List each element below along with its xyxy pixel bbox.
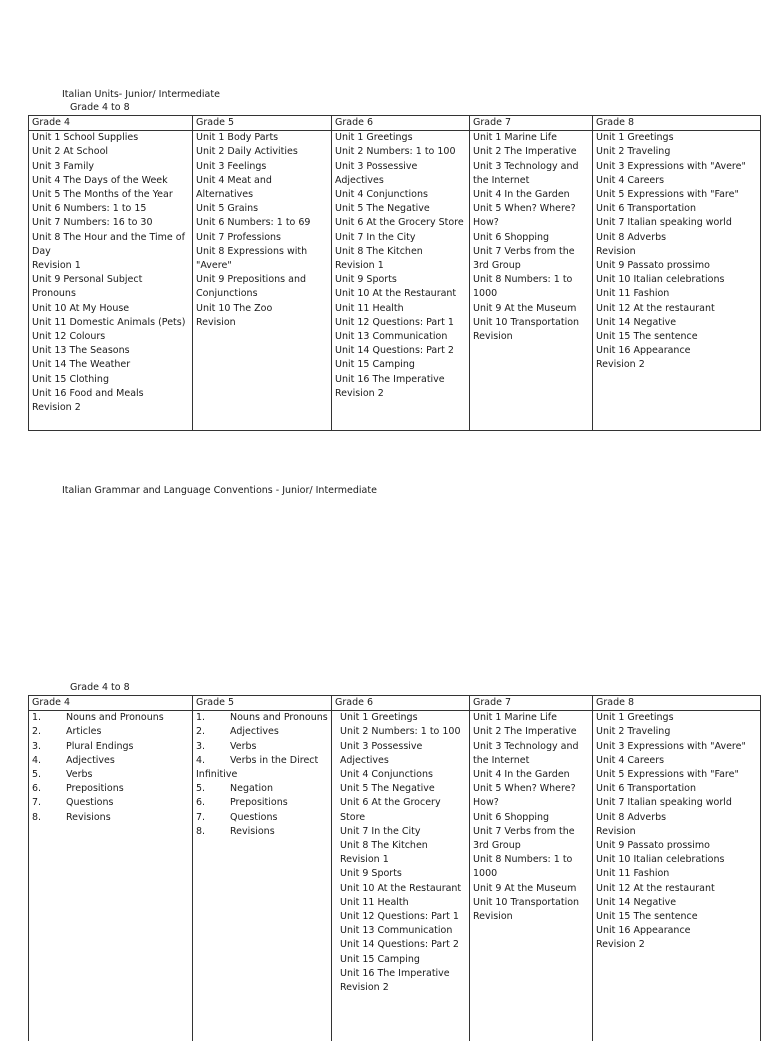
unit-item: Unit 2 The Imperative (473, 726, 577, 738)
unit-item: Unit 10 Italian celebrations (596, 274, 725, 286)
unit-item: Unit 8 Adverbs (596, 811, 667, 823)
unit-item: Unit 3 Technology and the Internet (473, 160, 579, 186)
grammar-list-item (196, 825, 328, 839)
unit-item: Unit 6 Numbers: 1 to 15 (32, 203, 147, 215)
grammar-grade-7-units (470, 711, 593, 1041)
unit-item: Unit 2 At School (32, 146, 109, 158)
unit-item: Unit 7 Italian speaking world (596, 797, 732, 809)
list-text: Plural Endings (66, 740, 134, 752)
unit-item: Unit 3 Expressions with "Avere" (596, 740, 746, 752)
grammar-list-item (196, 782, 328, 796)
list-text: Verbs (66, 769, 93, 781)
unit-item: Unit 10 At the Restaurant (335, 288, 457, 300)
grade-8-units (593, 131, 761, 431)
unit-item: Revision 2 (596, 359, 645, 371)
unit-item: Unit 7 Numbers: 16 to 30 (32, 217, 153, 229)
unit-item: Unit 4 In the Garden (473, 769, 570, 781)
grammar-list-item (32, 740, 189, 754)
grammar-header-row (29, 696, 761, 711)
unit-item: Revision (473, 911, 513, 923)
grammar-header-grade-8: Grade 8 (593, 696, 761, 711)
unit-item: Unit 16 Appearance (596, 345, 691, 357)
unit-item: Unit 2 Traveling (596, 726, 671, 738)
list-text: Infinitive (196, 769, 238, 781)
list-number: 3. (196, 740, 206, 752)
unit-item: Unit 2 Daily Activities (196, 146, 298, 158)
unit-item: Unit 16 The Imperative (335, 373, 445, 385)
unit-item: Unit 12 At the restaurant (596, 302, 715, 314)
unit-item: Unit 12 Questions: Part 1 (335, 316, 454, 328)
unit-item: Unit 14 Negative (596, 316, 677, 328)
list-text: Adjectives (230, 726, 279, 738)
list-number: 6. (196, 797, 206, 809)
unit-item: Unit 9 Passato prossimo (596, 840, 710, 852)
list-text: Revisions (230, 825, 275, 837)
unit-item: Unit 9 Sports (340, 868, 402, 880)
unit-item: Unit 8 The Hour and the Time of Day (32, 231, 185, 257)
list-number: 5. (196, 783, 206, 795)
unit-item: Unit 9 Prepositions and Conjunctions (196, 274, 306, 300)
grammar-list-item (32, 725, 189, 739)
unit-item: Unit 4 The Days of the Week (32, 174, 168, 186)
unit-item: Revision (473, 331, 513, 343)
unit-item: Unit 1 Greetings (340, 712, 418, 724)
grammar-subtitle: Grade 4 to 8 (70, 682, 130, 693)
unit-item: Unit 15 The sentence (596, 331, 698, 343)
unit-item: Unit 8 Numbers: 1 to 1000 (473, 854, 573, 880)
unit-item: Unit 14 Questions: Part 2 (335, 345, 454, 357)
grammar-list-item (32, 768, 189, 782)
unit-item: Unit 3 Technology and the Internet (473, 740, 579, 766)
units-table (28, 115, 761, 431)
grade-7-units (470, 131, 593, 431)
unit-item: Unit 13 Communication (340, 925, 453, 937)
unit-item: Unit 15 Clothing (32, 373, 109, 385)
unit-item: Revision 2 (32, 402, 81, 414)
grammar-list-item (32, 711, 189, 725)
unit-item: Unit 6 Numbers: 1 to 69 (196, 217, 311, 229)
grammar-grade-8-units (593, 711, 761, 1041)
unit-item: Revision 1 (335, 260, 384, 272)
unit-item: Revision 2 (340, 982, 389, 994)
header-grade-5: Grade 5 (193, 116, 332, 131)
unit-item: Unit 9 Personal Subject Pronouns (32, 274, 143, 300)
unit-item: Unit 2 The Imperative (473, 146, 577, 158)
grammar-list-item (32, 796, 189, 810)
unit-item: Unit 4 Careers (596, 174, 665, 186)
list-text: Verbs in the Direct (230, 754, 319, 766)
unit-item: Unit 11 Domestic Animals (Pets) (32, 316, 186, 328)
grammar-list-item (196, 811, 328, 825)
unit-item: Unit 11 Fashion (596, 868, 670, 880)
unit-item: Unit 9 At the Museum (473, 302, 577, 314)
unit-item: Unit 5 The Negative (335, 203, 430, 215)
unit-item: Unit 10 Transportation (473, 896, 580, 908)
unit-item: Unit 8 Numbers: 1 to 1000 (473, 274, 573, 300)
unit-item: Revision (596, 825, 636, 837)
unit-item: Unit 4 Conjunctions (340, 769, 433, 781)
unit-item: Unit 9 Sports (335, 274, 397, 286)
grammar-header-grade-6: Grade 6 (332, 696, 470, 711)
unit-item: Unit 7 Verbs from the 3rd Group (473, 245, 575, 272)
unit-item: Unit 13 Communication (335, 331, 448, 343)
unit-item: Unit 10 Italian celebrations (596, 854, 725, 866)
unit-item: Unit 7 Italian speaking world (596, 217, 732, 229)
list-text: Articles (66, 726, 102, 738)
list-number: 3. (32, 740, 42, 752)
list-number: 5. (32, 769, 42, 781)
list-text: Prepositions (66, 783, 124, 795)
unit-item: Unit 11 Health (340, 896, 409, 908)
unit-item: Unit 5 When? Where? How? (473, 783, 576, 809)
list-number: 2. (32, 726, 42, 738)
grammar-title: Italian Grammar and Language Conventions - Junior/ Intermediate (62, 485, 377, 496)
unit-item: Unit 3 Family (32, 160, 94, 172)
unit-item: Unit 8 The Kitchen (340, 840, 428, 852)
grammar-body-row (29, 711, 761, 1041)
list-text: Negation (230, 783, 274, 795)
grammar-grade-5-list (193, 711, 332, 1041)
unit-item: Unit 14 The Weather (32, 359, 131, 371)
list-number: 6. (32, 783, 42, 795)
unit-item: Unit 3 Expressions with "Avere" (596, 160, 746, 172)
unit-item: Unit 3 Feelings (196, 160, 267, 172)
grammar-header-grade-7: Grade 7 (470, 696, 593, 711)
units-subtitle: Grade 4 to 8 (70, 102, 130, 113)
unit-item: Unit 5 When? Where? How? (473, 203, 576, 229)
grammar-list-item (32, 782, 189, 796)
unit-item: Unit 3 Possessive Adjectives (340, 740, 423, 766)
unit-item: Unit 3 Possessive Adjectives (335, 160, 418, 186)
unit-item: Unit 15 The sentence (596, 911, 698, 923)
unit-item: Unit 10 At the Restaurant (340, 882, 462, 894)
grammar-list-item (196, 711, 328, 725)
grammar-list-item (196, 725, 328, 739)
unit-item: Unit 5 The Months of the Year (32, 189, 173, 201)
grammar-header-grade-5: Grade 5 (193, 696, 332, 711)
unit-item: Unit 12 At the restaurant (596, 882, 715, 894)
unit-item: Unit 1 School Supplies (32, 132, 139, 144)
unit-item: Unit 13 The Seasons (32, 345, 130, 357)
list-text: Revisions (66, 811, 111, 823)
grammar-grade-4-list (29, 711, 193, 1041)
unit-item: Unit 16 Food and Meals (32, 387, 144, 399)
unit-item: Unit 14 Questions: Part 2 (340, 939, 459, 951)
grammar-grade-6-units (332, 711, 470, 1041)
unit-item: Unit 1 Marine Life (473, 132, 557, 144)
unit-item: Unit 12 Colours (32, 331, 106, 343)
unit-item: Unit 10 Transportation (473, 316, 580, 328)
grammar-list-item (32, 754, 189, 768)
unit-item: Unit 9 Passato prossimo (596, 260, 710, 272)
unit-item: Unit 4 In the Garden (473, 189, 570, 201)
list-text: Prepositions (230, 797, 288, 809)
unit-item: Unit 1 Marine Life (473, 712, 557, 724)
unit-item: Unit 6 At the Grocery Store (340, 797, 441, 823)
list-number: 8. (32, 811, 42, 823)
unit-item: Unit 7 In the City (335, 231, 416, 243)
header-grade-6: Grade 6 (332, 116, 470, 131)
grade-5-units (193, 131, 332, 431)
unit-item: Unit 7 Verbs from the 3rd Group (473, 825, 575, 852)
unit-item: Revision 1 (32, 260, 81, 272)
list-number: 1. (196, 712, 206, 724)
unit-item: Unit 2 Numbers: 1 to 100 (335, 146, 456, 158)
unit-item: Revision (596, 245, 636, 257)
unit-item: Unit 2 Traveling (596, 146, 671, 158)
unit-item: Unit 4 Careers (596, 754, 665, 766)
unit-item: Unit 5 Expressions with "Fare" (596, 769, 739, 781)
grammar-list-item (196, 768, 328, 782)
list-text: Adjectives (66, 754, 115, 766)
unit-item: Unit 2 Numbers: 1 to 100 (340, 726, 461, 738)
unit-item: Unit 15 Camping (340, 953, 420, 965)
grade-6-units (332, 131, 470, 431)
unit-item: Unit 10 At My House (32, 302, 130, 314)
unit-item: Unit 11 Fashion (596, 288, 670, 300)
list-text: Verbs (230, 740, 257, 752)
unit-item: Unit 15 Camping (335, 359, 415, 371)
unit-item: Unit 8 The Kitchen (335, 245, 423, 257)
unit-item: Unit 14 Negative (596, 896, 677, 908)
unit-item: Unit 6 At the Grocery Store (335, 217, 464, 229)
list-number: 2. (196, 726, 206, 738)
list-text: Questions (230, 811, 278, 823)
list-number: 4. (196, 754, 206, 766)
unit-item: Revision 1 (340, 854, 389, 866)
unit-item: Unit 5 Expressions with "Fare" (596, 189, 739, 201)
unit-item: Unit 6 Shopping (473, 811, 550, 823)
unit-item: Revision (196, 316, 236, 328)
list-text: Nouns and Pronouns (230, 712, 328, 724)
units-title: Italian Units- Junior/ Intermediate (62, 89, 220, 100)
list-text: Nouns and Pronouns (66, 712, 164, 724)
grammar-list-item (196, 796, 328, 810)
unit-item: Unit 16 Appearance (596, 925, 691, 937)
grammar-list-item (196, 754, 328, 768)
grammar-list-item (32, 811, 189, 825)
unit-item: Unit 7 Professions (196, 231, 282, 243)
list-number: 1. (32, 712, 42, 724)
unit-item: Unit 6 Transportation (596, 203, 697, 215)
header-grade-8: Grade 8 (593, 116, 761, 131)
unit-item: Unit 1 Body Parts (196, 132, 279, 144)
list-text: Questions (66, 797, 114, 809)
units-header-row (29, 116, 761, 131)
grade-4-units (29, 131, 193, 431)
unit-item: Unit 1 Greetings (596, 712, 674, 724)
grammar-list-item (196, 740, 328, 754)
list-number: 7. (196, 811, 206, 823)
unit-item: Unit 16 The Imperative (340, 967, 450, 979)
unit-item: Unit 11 Health (335, 302, 404, 314)
unit-item: Unit 6 Transportation (596, 783, 697, 795)
unit-item: Unit 1 Greetings (596, 132, 674, 144)
grammar-table (28, 695, 761, 1041)
unit-item: Unit 9 At the Museum (473, 882, 577, 894)
header-grade-7: Grade 7 (470, 116, 593, 131)
unit-item: Unit 4 Meat and Alternatives (196, 174, 272, 201)
unit-item: Unit 7 In the City (340, 825, 421, 837)
unit-item: Unit 8 Expressions with "Avere" (196, 245, 308, 272)
header-grade-4: Grade 4 (29, 116, 193, 131)
unit-item: Unit 6 Shopping (473, 231, 550, 243)
list-number: 4. (32, 754, 42, 766)
unit-item: Unit 5 The Negative (340, 783, 435, 795)
unit-item: Unit 1 Greetings (335, 132, 413, 144)
unit-item: Unit 12 Questions: Part 1 (340, 911, 459, 923)
list-number: 7. (32, 797, 42, 809)
list-number: 8. (196, 825, 206, 837)
unit-item: Unit 8 Adverbs (596, 231, 667, 243)
unit-item: Unit 5 Grains (196, 203, 259, 215)
unit-item: Unit 4 Conjunctions (335, 189, 428, 201)
grammar-header-grade-4: Grade 4 (29, 696, 193, 711)
unit-item: Unit 10 The Zoo (196, 302, 273, 314)
units-body-row (29, 131, 761, 431)
unit-item: Revision 2 (335, 387, 384, 399)
unit-item: Revision 2 (596, 939, 645, 951)
